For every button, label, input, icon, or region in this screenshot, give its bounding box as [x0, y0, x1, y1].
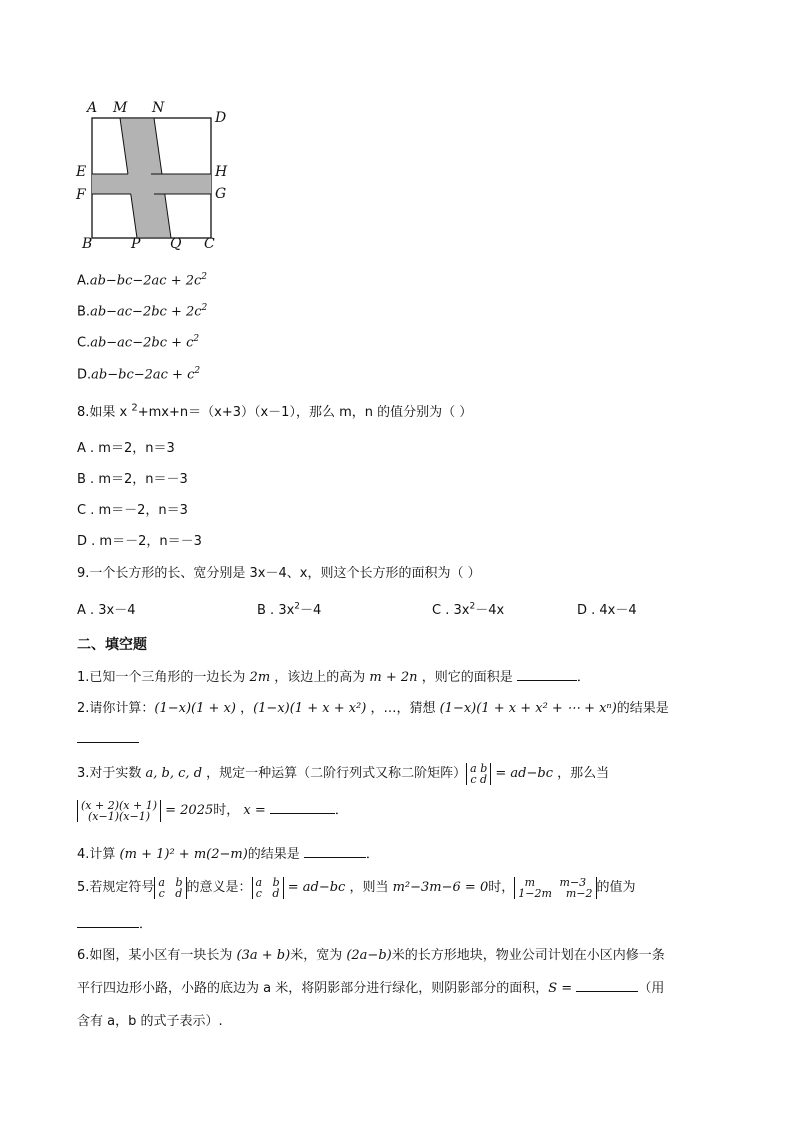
answer-blank-3[interactable] [270, 801, 335, 814]
determinant-definition: a b c d [466, 763, 491, 785]
fill-question-6-line-1: 6.如图，某小区有一块长为 (3a + b)米，宽为 (2a−b)米的长方形地块，物业公司计划在小区内修一条 [77, 948, 665, 963]
answer-blank-4[interactable] [304, 845, 366, 858]
fill-question-5: 5.若规定符号 a b c d 的意义是： a b c d = ad−bc ，则当 m²−3m−6 = 0时， m m−3 1−2m m−2 的值为 [77, 875, 636, 900]
label-B: B [82, 236, 93, 252]
q9-option-c[interactable]: C . $3x^2-4x$ [432, 601, 505, 618]
fill-question-1: 1.已知一个三角形的一边长为 2m ，该边上的高为 m + 2n ，则它的面积是 ． [77, 670, 590, 685]
fill-question-4: 4.计算 (m + 1)² + m(2−m)的结果是 ． [77, 847, 379, 862]
fill-question-3: 3.对于实数 a, b, c, d ，规定一种运算（二阶行列式又称二阶矩阵） a b c d = ad−bc ，那么当 [77, 761, 610, 786]
label-D: D [215, 110, 227, 126]
label-C: C [204, 236, 215, 252]
q8-option-b[interactable]: B . m＝2，n＝－3 [77, 472, 188, 487]
section-title: 二、填空题 [77, 637, 147, 653]
label-H: H [215, 164, 228, 180]
answer-blank-6[interactable] [576, 979, 638, 992]
label-M: M [113, 100, 128, 116]
label-Q: Q [170, 236, 182, 252]
q7-option-d[interactable]: $D.ab-bc-2ac + c^2$ [77, 366, 201, 383]
q9-option-d[interactable]: D . 4x－4 [577, 603, 637, 618]
q8-option-d[interactable]: D . m＝－2，n＝－3 [77, 534, 202, 549]
q8-question: 8.如果 x $^2$+mx+n＝（x+3）（x－1），那么 m，n 的值分别为（ ） [77, 402, 473, 420]
label-G: G [215, 186, 227, 202]
answer-blank-2[interactable] [77, 730, 139, 747]
label-E: E [76, 164, 87, 180]
fill-question-6-line-2: 平行四边形小路，小路的底边为 a 米，将阴影部分进行绿化，则阴影部分的面积，S = （用 [77, 981, 665, 996]
fill-question-3-line-2: (x + 2)(x + 1) (x−1)(x−1) = 2025时， x = ． [77, 799, 348, 822]
q7-option-c[interactable]: $C.ab-ac-2bc + c^2$ [77, 334, 200, 351]
determinant-x: (x + 2)(x + 1) (x−1)(x−1) [77, 800, 161, 822]
rectangle-figure [70, 96, 250, 261]
horizontal-shaded-road [92, 174, 211, 194]
q8-option-c[interactable]: C . m＝－2，n＝3 [77, 503, 188, 518]
answer-blank-1[interactable] [517, 668, 577, 681]
answer-blank-5[interactable]: ． [77, 913, 152, 932]
q9-question: 9.一个长方形的长、宽分别是 3x－4、x，则这个长方形的面积为（ ） [77, 566, 481, 581]
q8-option-a[interactable]: A . m＝2，n＝3 [77, 441, 175, 456]
label-N: N [152, 100, 165, 116]
q9-option-a[interactable]: A . 3x－4 [77, 603, 136, 618]
q7-option-b[interactable]: $B.ab-ac-2bc + 2c^2$ [77, 303, 208, 320]
fill-question-6-line-3: 含有 a，b 的式子表示）. [77, 1014, 223, 1029]
label-F: F [76, 187, 86, 203]
q7-option-a[interactable]: $A.ab-bc-2ac + 2c^2$ [77, 272, 208, 289]
q9-option-b[interactable]: B . $3x^2-4$ [257, 601, 322, 618]
label-P: P [131, 236, 141, 252]
fill-question-2: 2.请你计算：(1−x)(1 + x) ，(1−x)(1 + x + x²) ，…，猜想 (1−x)(1 + x + x² + ⋯ + xⁿ)的结果是 [77, 701, 669, 716]
label-A: A [87, 100, 98, 116]
